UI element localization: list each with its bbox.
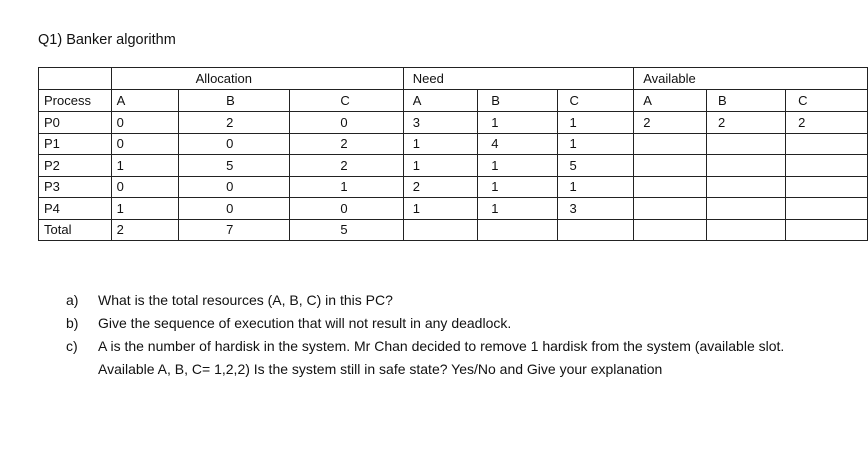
avail-c-cell [786, 133, 868, 155]
col-header-need-a: A [403, 90, 477, 112]
question-item [66, 289, 788, 312]
avail-b-cell [707, 155, 786, 177]
need-b-cell [478, 219, 557, 241]
process-cell: P4 [39, 198, 112, 220]
col-header-alloc-c: C [290, 90, 403, 112]
need-b-cell: 1 [478, 176, 557, 198]
alloc-a-cell: 1 [111, 155, 179, 177]
need-a-cell: 1 [403, 133, 477, 155]
avail-a-cell: 2 [634, 112, 707, 134]
need-a-cell: 2 [403, 176, 477, 198]
need-c-cell: 5 [557, 155, 634, 177]
alloc-c-cell: 2 [290, 133, 403, 155]
alloc-b-cell: 0 [179, 133, 290, 155]
avail-b-cell: 2 [707, 112, 786, 134]
col-header-avail-b: B [707, 90, 786, 112]
need-a-cell [403, 219, 477, 241]
allocation-header: Allocation [111, 68, 403, 90]
alloc-a-cell: 0 [111, 133, 179, 155]
available-header: Available [634, 68, 868, 90]
alloc-c-cell: 2 [290, 155, 403, 177]
process-cell: P2 [39, 155, 112, 177]
header-cell-empty [39, 68, 112, 90]
banker-table [38, 67, 868, 241]
avail-c-cell [786, 176, 868, 198]
alloc-a-cell: 2 [111, 219, 179, 241]
col-header-need-c: C [557, 90, 634, 112]
col-header-avail-a: A [634, 90, 707, 112]
need-c-cell: 3 [557, 198, 634, 220]
avail-c-cell [786, 198, 868, 220]
col-header-alloc-a: A [111, 90, 179, 112]
avail-a-cell [634, 176, 707, 198]
alloc-c-cell: 0 [290, 198, 403, 220]
need-a-cell: 1 [403, 155, 477, 177]
question-label: c) [66, 338, 78, 354]
alloc-b-cell: 0 [179, 198, 290, 220]
need-c-cell: 1 [557, 112, 634, 134]
need-b-cell: 1 [478, 155, 557, 177]
question-item [66, 335, 788, 381]
question-list [66, 289, 788, 381]
question-item [66, 312, 788, 335]
col-header-alloc-b: B [179, 90, 290, 112]
alloc-c-cell: 1 [290, 176, 403, 198]
alloc-b-cell: 7 [179, 219, 290, 241]
question-text: Give the sequence of execution that will not result in any deadlock. [98, 315, 512, 331]
need-c-cell: 1 [557, 133, 634, 155]
need-a-cell: 3 [403, 112, 477, 134]
group-header-row [39, 68, 868, 90]
avail-b-cell [707, 219, 786, 241]
question-label: a) [66, 292, 79, 308]
table-row-total [39, 219, 868, 241]
table-row [39, 112, 868, 134]
avail-b-cell [707, 133, 786, 155]
process-cell: Total [39, 219, 112, 241]
avail-b-cell [707, 176, 786, 198]
col-header-need-b: B [478, 90, 557, 112]
avail-a-cell [634, 219, 707, 241]
column-header-row [39, 90, 868, 112]
avail-b-cell [707, 198, 786, 220]
question-text: What is the total resources (A, B, C) in this PC? [98, 292, 393, 308]
alloc-a-cell: 0 [111, 176, 179, 198]
need-header: Need [403, 68, 633, 90]
need-c-cell [557, 219, 634, 241]
avail-c-cell [786, 219, 868, 241]
need-b-cell: 4 [478, 133, 557, 155]
need-b-cell: 1 [478, 112, 557, 134]
alloc-a-cell: 1 [111, 198, 179, 220]
need-c-cell: 1 [557, 176, 634, 198]
alloc-a-cell: 0 [111, 112, 179, 134]
alloc-b-cell: 5 [179, 155, 290, 177]
process-cell: P0 [39, 112, 112, 134]
col-header-process: Process [39, 90, 112, 112]
avail-a-cell [634, 133, 707, 155]
need-b-cell: 1 [478, 198, 557, 220]
process-cell: P1 [39, 133, 112, 155]
table-row [39, 155, 868, 177]
table-row [39, 133, 868, 155]
page-title: Q1) Banker algorithm [38, 32, 176, 48]
alloc-b-cell: 0 [179, 176, 290, 198]
question-text: A is the number of hardisk in the system. Mr Chan decided to remove 1 hardisk from the system (available slot. Available A, B, C= 1,2,2) Is the system still in safe state? Yes/No and Give your explanation [98, 338, 785, 377]
process-cell: P3 [39, 176, 112, 198]
alloc-b-cell: 2 [179, 112, 290, 134]
need-a-cell: 1 [403, 198, 477, 220]
avail-c-cell: 2 [786, 112, 868, 134]
col-header-avail-c: C [786, 90, 868, 112]
avail-c-cell [786, 155, 868, 177]
alloc-c-cell: 5 [290, 219, 403, 241]
table-row [39, 176, 868, 198]
table-row [39, 198, 868, 220]
alloc-c-cell: 0 [290, 112, 403, 134]
avail-a-cell [634, 198, 707, 220]
question-label: b) [66, 315, 79, 331]
avail-a-cell [634, 155, 707, 177]
